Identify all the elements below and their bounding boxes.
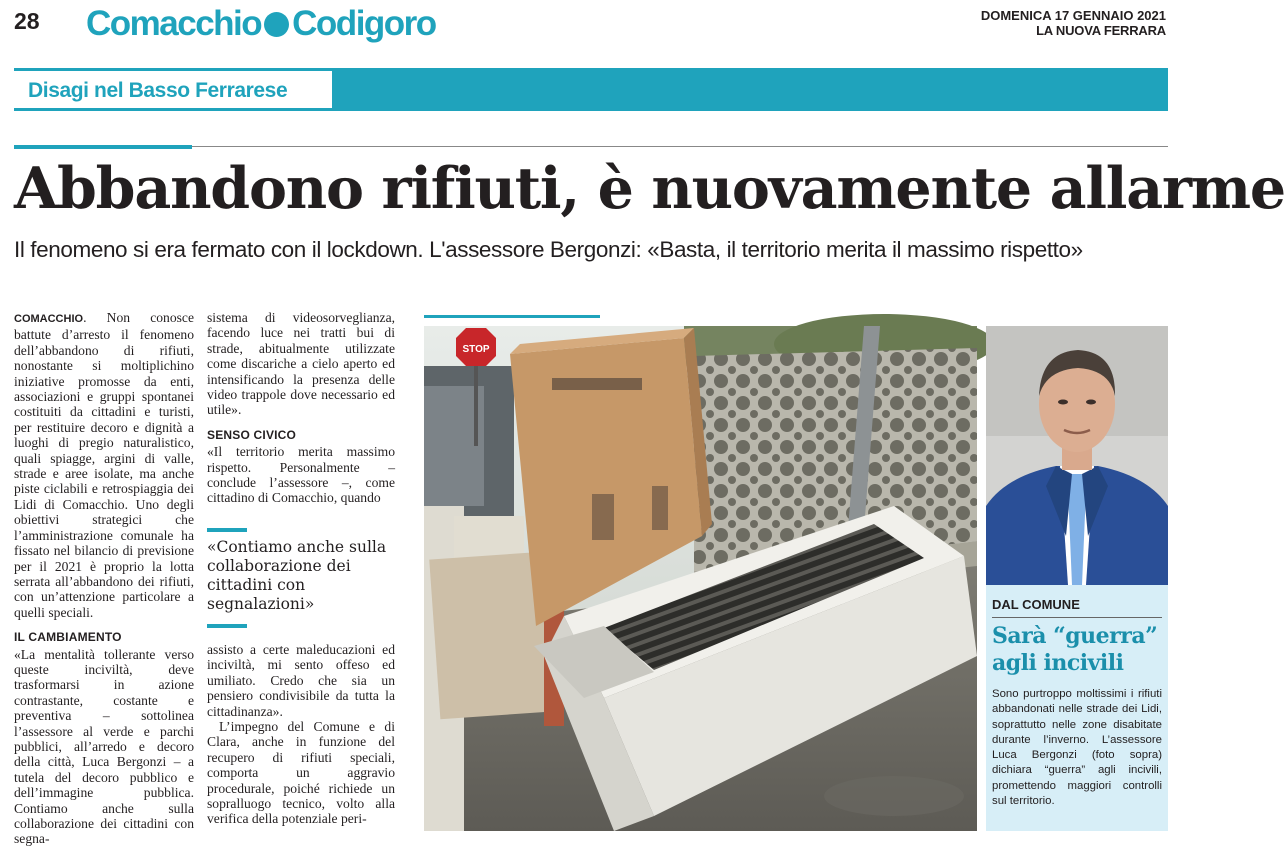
pull-quote-rule-bottom	[207, 624, 247, 628]
section-dot-icon	[264, 12, 289, 37]
headline-rule	[192, 146, 1168, 147]
paragraph-cambiamento: «La mentalità tollerante verso queste inciviltà, deve trasformarsi in azione contrastante, costante e preventiva – sottolinea l’assessore al verde e parchi pubblici, all’arredo e decoro della città, Luca Bergonzi – a tutela del decoro pubblico e dell’immagine pubblica. Contiamo anche sulla collaborazione dei cittadini con segna-	[14, 646, 194, 847]
topic-label: Disagi nel Basso Ferrarese	[28, 79, 288, 102]
main-photo	[424, 326, 977, 831]
subhead-cambiamento: IL CAMBIAMENTO	[14, 630, 122, 645]
section-name-comacchio: Comacchio	[86, 4, 262, 43]
lead-paragraph	[14, 310, 194, 620]
section-title	[86, 4, 436, 44]
paragraph-videosorveglianza: sistema di videosorveglianza, facendo luce nei tratti bui di strade, abitualmente utilizzate come discariche a cielo aperto ed intensificando la presenza delle video trappole dove necessario ed utile».	[207, 310, 395, 418]
sidebar-title: Sarà “guerra” agli incivili	[992, 623, 1158, 676]
portrait-photo	[986, 326, 1168, 585]
pull-quote-text: «Contiamo anche sulla collaborazione dei cittadini con segnalazioni»	[207, 537, 387, 613]
dateline: COMACCHIO	[14, 313, 84, 325]
subhead-senso-civico: SENSO CIVICO	[207, 427, 297, 442]
lead-text: . Non conosce battute d’arresto il fenomeno dell’abbandono di rifiuti, nonostante si moltiplichino iniziative promosse da enti, associazioni e gruppi spontanei costituiti da cittadini e turisti, per restituire decoro e dignità a luoghi di pregio naturalistico, quali spiagge, argini di valle, strade e aree isolate, ma anche piste ciclabili e retrospiaggia dei Lidi di Comacchio. Uno degli obiettivi strategici che l’amministrazione comunale ha fissato nel bilancio di previsione per il 2021 è proprio la lotta serrata all’abbandono dei rifiuti, con un’attenzione particolare a quelli speciali.	[14, 310, 194, 620]
date-block	[981, 8, 1166, 38]
portrait-illustration	[986, 326, 1168, 585]
sidebar-body: Sono purtroppo moltissimi i rifiuti abbandonati nelle strade dei Lidi, soprattutto nelle zone disabitate durante l’inverno. L’assessore Luca Bergonzi (foto sopra) dichiara “guerra” agli incivili, promettendo maggiori controlli sul territorio.	[992, 688, 1162, 808]
sidebar-tag: DAL COMUNE	[992, 597, 1162, 618]
article-column-1	[14, 310, 194, 847]
sidebar-box	[986, 585, 1168, 831]
article-column-2	[207, 310, 395, 831]
headline-rule-accent	[14, 145, 192, 149]
newspaper-name: LA NUOVA FERRARA	[1036, 23, 1166, 38]
photo-rule-accent	[424, 315, 600, 318]
pull-quote	[207, 528, 395, 628]
page-number: 28	[14, 8, 40, 34]
paragraph-senso-civico: «Il territorio merita massimo rispetto. Personalmente – conclude l’assessore –, come cittadino di Comacchio, quando	[207, 444, 395, 506]
stop-sign-text: STOP	[462, 344, 490, 355]
paragraph-maleducazioni: assisto a certe maleducazioni ed inciviltà, mi sento offeso ed umiliato. Credo che sia un pensiero condivisibile da tutta la cittadinanza».	[207, 641, 395, 719]
paragraph-impegno: L’impegno del Comune e di Clara, anche in funzione del recupero di rifiuti speciali, comporta un aggravio procedurale, poiché richiede un sopralluogo tecnico, volto alla verifica della potenziale peri-	[207, 718, 395, 827]
issue-date: DOMENICA 17 GENNAIO 2021	[980, 8, 1166, 23]
headline: Abbandono rifiuti, è nuovamente allarme	[14, 155, 1285, 222]
subheadline: Il fenomeno si era fermato con il lockdown. L'assessore Bergonzi: «Basta, il territorio merita il massimo rispetto»	[14, 237, 1083, 262]
topic-tab	[14, 71, 332, 108]
pull-quote-rule-top	[207, 528, 247, 532]
abandoned-fridge-illustration	[424, 326, 977, 831]
topic-bar	[14, 68, 1168, 111]
section-name-codigoro: Codigoro	[292, 4, 436, 43]
